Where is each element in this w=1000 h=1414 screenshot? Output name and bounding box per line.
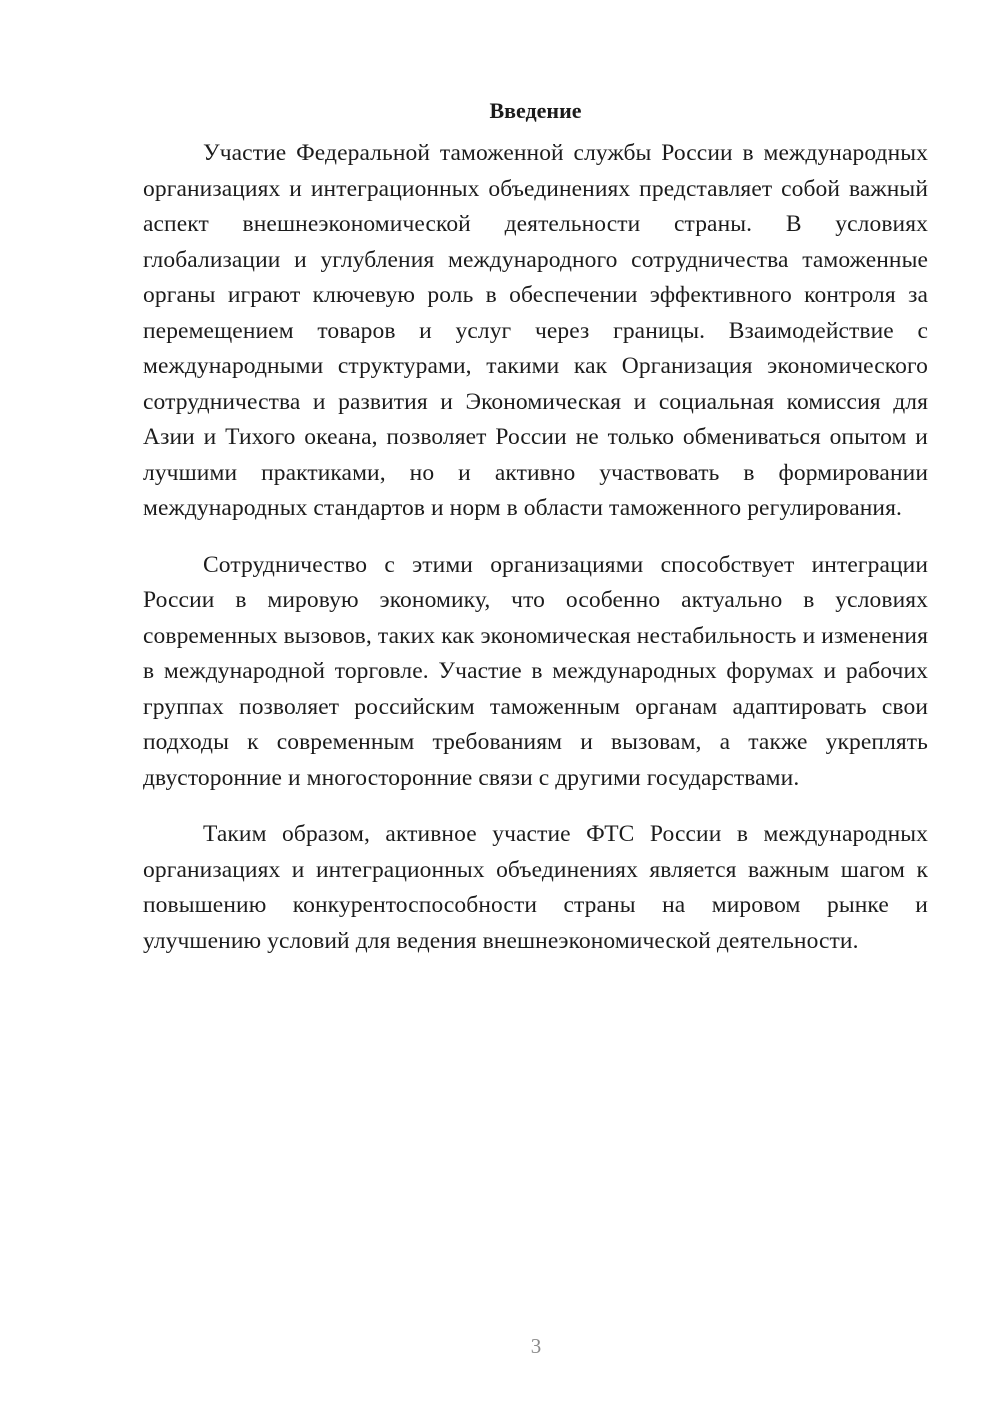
paragraph-1: Участие Федеральной таможенной службы России в международных организациях и интеграционных объединениях представляет собой важный аспект внешнеэкономической деятельности страны. В условиях глобализации и углубления международного сотрудничества таможенные органы играют ключевую роль в обеспечении эффективного контроля за перемещением товаров и услуг через границы. Взаимодействие с международными структурами, такими как Организация экономического сотрудничества и развития и Экономическая и социальная комиссия для Азии и Тихого океана, позволяет России не только обмениваться опытом и лучшими практиками, но и активно участвовать в формировании международных стандартов и норм в области таможенного регулирования.: [143, 140, 928, 521]
page-content: [143, 96, 928, 980]
paragraph-3: Таким образом, активное участие ФТС России в международных организациях и интеграционных объединениях является важным шагом к повышению конкурентоспособности страны на мировом рынке и улучшению условий для ведения внешнеэкономической деятельности.: [143, 821, 928, 954]
page-number: 3: [530, 1334, 542, 1358]
paragraph-2: Сотрудничество с этими организациями способствует интеграции России в мировую экономику, что особенно актуально в условиях современных вызовов, таких как экономическая нестабильность и изменения в международной торговле. Участие в международных форумах и рабочих группах позволяет российским таможенным органам адаптировать свои подходы к современным требованиям и вызовам, а также укреплять двусторонние и многосторонние связи с другими государствами.: [143, 551, 928, 791]
section-heading: Введение: [489, 98, 582, 123]
